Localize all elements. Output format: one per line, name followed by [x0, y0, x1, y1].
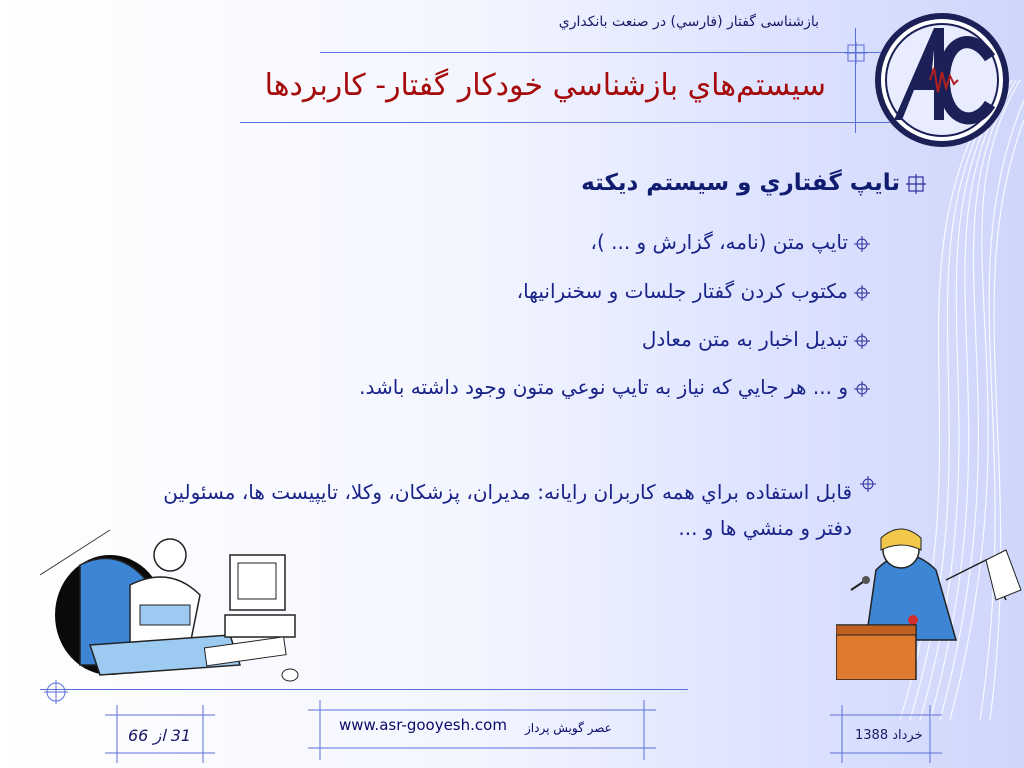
crosshair-bullet-icon: [906, 174, 926, 194]
footer-date: خرداد 1388: [855, 728, 923, 743]
header-line-lower: [240, 122, 890, 123]
circle-crosshair-icon: [854, 333, 870, 349]
page-number: 31 از 66: [128, 726, 192, 745]
circle-crosshair-icon: [854, 236, 870, 252]
sub-bullet: [642, 327, 870, 351]
sub-bullet: [359, 375, 870, 399]
office-worker-clipart: [40, 525, 310, 695]
header-subtitle: بازشناسی گفتار (فارسي) در صنعت بانکداري: [558, 14, 819, 30]
sub-bullet-text: تبديل اخبار به متن معادل: [641, 327, 848, 351]
footer-line: [40, 689, 688, 690]
main-bullet-text: تايپ گفتاري و سيستم ديکته: [581, 170, 900, 196]
circle-crosshair-icon: [854, 285, 870, 301]
sub-bullet: [590, 230, 870, 254]
sub-bullet-text: تايپ متن (نامه، گزارش و ... )،: [590, 230, 848, 254]
paragraph: قابل استفاده براي همه کاربران رايانه: مديران، پزشکان، وکلا، تايپيست ها، مسئولين دفتر و منشي ها و ...: [163, 480, 852, 540]
circle-crosshair-icon: [854, 381, 870, 397]
speaker-podium-clipart: [836, 520, 1024, 680]
website-link[interactable]: www.asr-gooyesh.com: [339, 716, 507, 734]
sub-bullet: [517, 279, 870, 303]
circle-crosshair-icon: [860, 476, 876, 492]
header-line: [320, 52, 885, 53]
crosshair-ornament: [44, 680, 68, 704]
company-logo: [872, 10, 1012, 150]
sub-bullet-text: و ... هر جايي که نياز به تايپ نوعي متون وجود داشته باشد.: [359, 375, 848, 399]
crosshair-ornament: [845, 42, 867, 64]
company-name: عصر گويش پرداز: [525, 721, 612, 735]
sub-bullet-text: مکتوب کردن گفتار جلسات و سخنرانيها،: [516, 279, 848, 303]
slide-title: سيستم‌هاي بازشناسي خودکار گفتار- کاربردها: [264, 68, 826, 103]
main-bullet: [581, 170, 926, 196]
